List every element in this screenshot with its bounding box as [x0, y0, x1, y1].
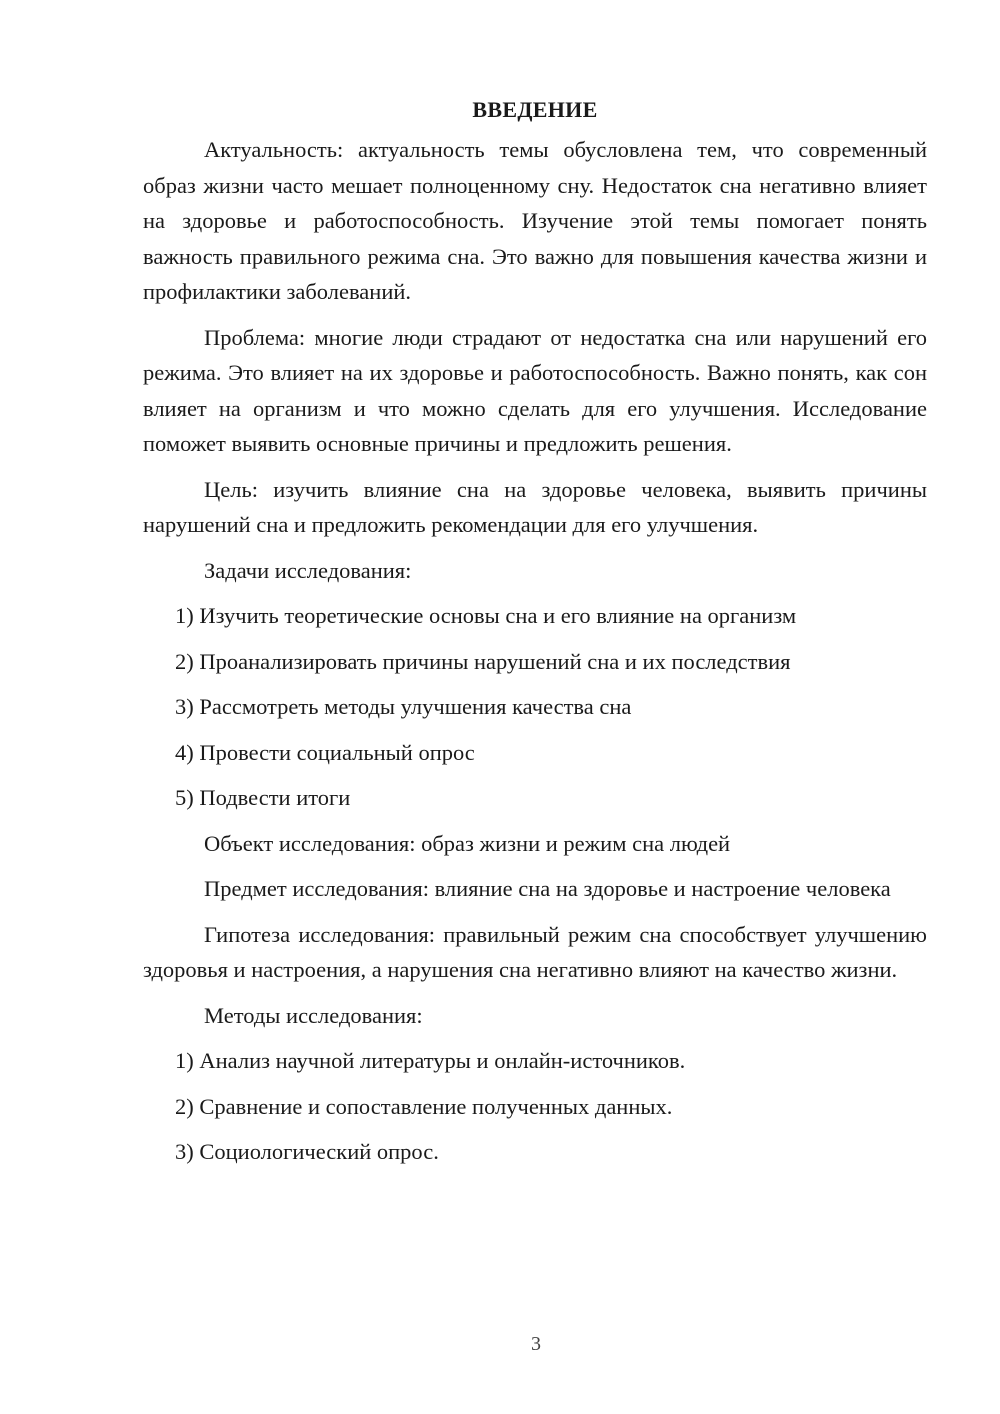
document-page [143, 94, 927, 1180]
methods-heading: Методы исследования: [204, 1002, 423, 1028]
subject-paragraph: Предмет исследования: влияние сна на здоровье и настроение человека [204, 876, 891, 901]
task-item: 1) Изучить теоретические основы сна и его влияние на организм [175, 603, 797, 628]
method-item: 3) Социологический опрос. [175, 1139, 439, 1164]
method-item: 2) Сравнение и сопоставление полученных данных. [175, 1093, 673, 1119]
task-item: 5) Подвести итоги [175, 785, 351, 810]
hypothesis-paragraph: Гипотеза исследования: правильный режим сна способствует улучшению здоровья и настроения, а нарушения сна негативно влияют на качество жизни. [143, 921, 927, 982]
section-title: ВВЕДЕНИЕ [472, 97, 598, 122]
object-line: Объект исследования: образ жизни и режим сна людей [204, 830, 731, 856]
task-item: 3) Рассмотреть методы улучшения качества сна [175, 694, 632, 719]
tasks-list [143, 598, 927, 816]
task-item: 4) Провести социальный опрос [175, 739, 475, 765]
task-item: 2) Проанализировать причины нарушений сна и их последствия [175, 648, 791, 674]
goal-paragraph: Цель: изучить влияние сна на здоровье человека, выявить причины нарушений сна и предложить рекомендации для его улучшения. [143, 476, 927, 537]
tasks-heading: Задачи исследования: [204, 557, 412, 583]
methods-list [143, 1043, 927, 1170]
method-item: 1) Анализ научной литературы и онлайн-источников. [175, 1048, 686, 1073]
relevance-paragraph: Актуальность: актуальность темы обусловлена тем, что современный образ жизни часто мешает полноценному сну. Недостаток сна негативно влияет на здоровье и работоспособность. Изучение этой темы помогает понять важность правильного режима сна. Это важно для повышения качества жизни и профилактики заболеваний. [143, 137, 927, 304]
page-number: 3 [531, 1333, 541, 1355]
problem-paragraph: Проблема: многие люди страдают от недостатка сна или нарушений его режима. Это влияет на их здоровье и работоспособность. Важно понять, как сон влияет на организм и что можно сделать для его улучшения. Исследование поможет выявить основные причины и предложить решения. [143, 324, 927, 456]
